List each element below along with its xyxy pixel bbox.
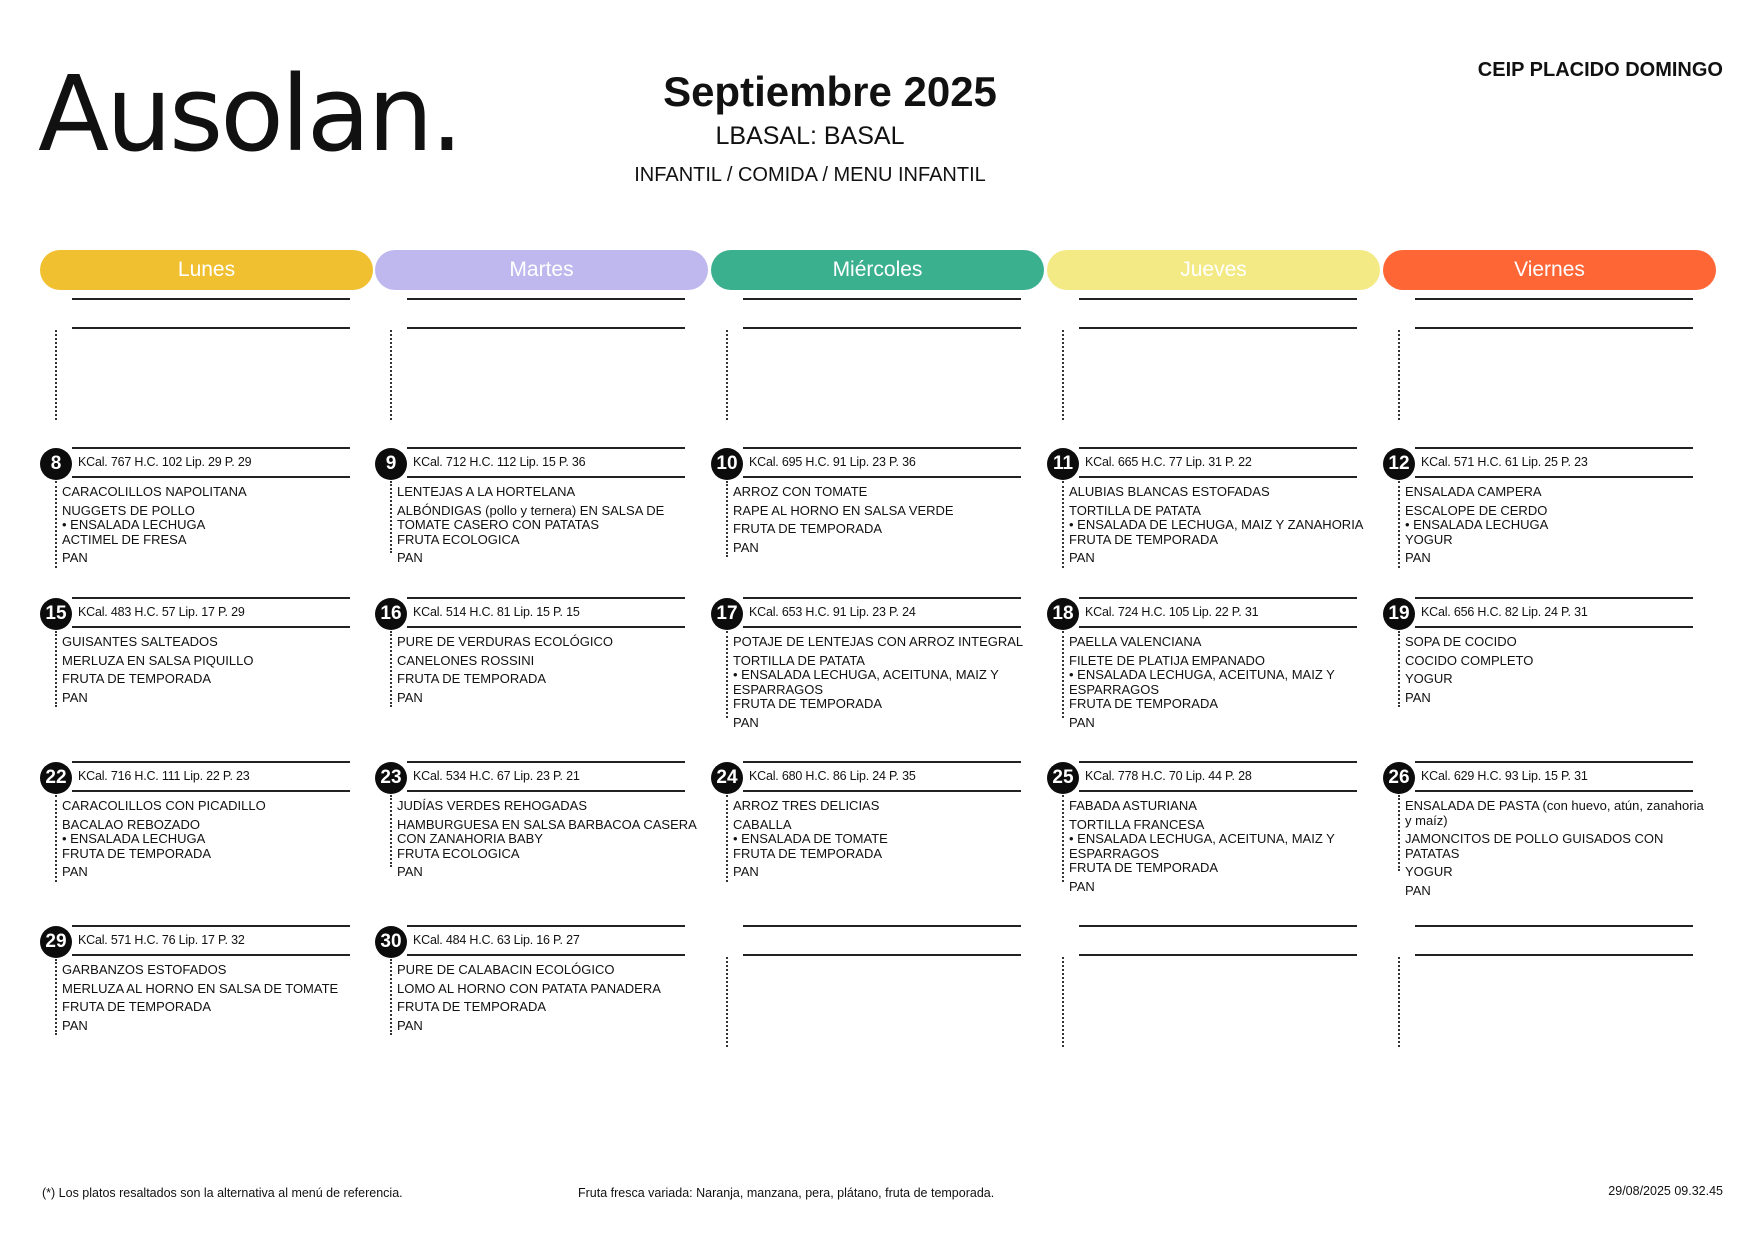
cell-top-rule bbox=[407, 761, 685, 763]
cell-top-rule bbox=[743, 925, 1021, 927]
dish-item: ARROZ TRES DELICIAS bbox=[733, 798, 880, 813]
day-number-badge: 30 bbox=[375, 926, 407, 958]
dish-item: PAN bbox=[62, 689, 88, 705]
dish-item: PAN bbox=[1069, 550, 1095, 565]
cell-dotted-rule bbox=[1062, 481, 1064, 568]
dish-item: PAN bbox=[1405, 882, 1431, 898]
dish-item: MERLUZA EN SALSA PIQUILLO bbox=[62, 652, 254, 668]
nutrition-info: KCal. 767 H.C. 102 Lip. 29 P. 29 bbox=[78, 455, 252, 469]
dish-list bbox=[397, 635, 703, 709]
dish-item: FRUTA DE TEMPORADA bbox=[397, 671, 547, 686]
cell-dotted-rule bbox=[390, 959, 392, 1035]
dish-item: CANELONES ROSSINI bbox=[397, 652, 535, 668]
dish-item: LENTEJAS A LA HORTELANA bbox=[397, 484, 576, 499]
nutrition-info: KCal. 778 H.C. 70 Lip. 44 P. 28 bbox=[1085, 769, 1252, 783]
cell-top-rule bbox=[1079, 447, 1357, 449]
day-header-2: Miércoles bbox=[711, 250, 1044, 290]
dish-item: PAN bbox=[397, 550, 423, 565]
dish-item: PAN bbox=[1069, 878, 1095, 894]
dish-item: CARACOLILLOS CON PICADILLO bbox=[62, 798, 266, 813]
day-number-badge: 19 bbox=[1383, 598, 1415, 630]
cell-top-rule bbox=[72, 597, 350, 599]
dish-item: JUDÍAS VERDES REHOGADAS bbox=[397, 798, 587, 813]
dish-item: MERLUZA AL HORNO EN SALSA DE TOMATE bbox=[62, 980, 339, 996]
dish-item: PAN bbox=[62, 550, 88, 565]
dish-item: RAPE AL HORNO EN SALSA VERDE bbox=[733, 502, 954, 518]
cell-dotted-rule bbox=[726, 957, 728, 1047]
dish-item: PURE DE VERDURAS ECOLÓGICO bbox=[397, 634, 613, 649]
nutrition-info: KCal. 483 H.C. 57 Lip. 17 P. 29 bbox=[78, 605, 245, 619]
dish-item: PAN bbox=[1405, 550, 1431, 565]
cell-header-rule bbox=[743, 327, 1021, 329]
dish-list bbox=[1405, 485, 1711, 570]
cell-top-rule bbox=[72, 447, 350, 449]
day-number-badge: 22 bbox=[40, 762, 72, 794]
cell-header-rule bbox=[72, 626, 350, 628]
cell-top-rule bbox=[407, 925, 685, 927]
dish-item: PAN bbox=[397, 864, 423, 879]
dish-item: GUISANTES SALTEADOS bbox=[62, 634, 218, 649]
nutrition-info: KCal. 695 H.C. 91 Lip. 23 P. 36 bbox=[749, 455, 916, 469]
dish-item: FILETE DE PLATIJA EMPANADO • ENSALADA LECHUGA, ACEITUNA, MAIZ Y ESPARRAGOS FRUTA DE TEMPORADA bbox=[1069, 652, 1335, 711]
cell-top-rule bbox=[72, 761, 350, 763]
cell-dotted-rule bbox=[390, 481, 392, 553]
cell-header-rule bbox=[72, 954, 350, 956]
day-number-badge: 23 bbox=[375, 762, 407, 794]
cell-dotted-rule bbox=[55, 631, 57, 707]
cell-header-rule bbox=[743, 476, 1021, 478]
cell-dotted-rule bbox=[1062, 330, 1064, 420]
cell-header-rule bbox=[1415, 954, 1693, 956]
nutrition-info: KCal. 629 H.C. 93 Lip. 15 P. 31 bbox=[1421, 769, 1588, 783]
dish-item: FRUTA DE TEMPORADA bbox=[62, 671, 212, 686]
day-header-0: Lunes bbox=[40, 250, 373, 290]
day-header-3: Jueves bbox=[1047, 250, 1380, 290]
dish-item: PAN bbox=[1405, 689, 1431, 705]
dish-item: COCIDO COMPLETO bbox=[1405, 652, 1534, 668]
day-number-badge: 11 bbox=[1047, 448, 1079, 480]
cell-header-rule bbox=[1415, 626, 1693, 628]
nutrition-info: KCal. 680 H.C. 86 Lip. 24 P. 35 bbox=[749, 769, 916, 783]
dish-list bbox=[733, 799, 1039, 884]
cell-dotted-rule bbox=[1398, 957, 1400, 1047]
nutrition-info: KCal. 514 H.C. 81 Lip. 15 P. 15 bbox=[413, 605, 580, 619]
footer-fruit-note: Fruta fresca variada: Naranja, manzana, pera, plátano, fruta de temporada. bbox=[578, 1186, 995, 1200]
cell-dotted-rule bbox=[726, 795, 728, 882]
dish-list bbox=[62, 799, 368, 884]
cell-header-rule bbox=[407, 476, 685, 478]
menu-type: INFANTIL / COMIDA / MENU INFANTIL bbox=[634, 164, 986, 186]
cell-top-rule bbox=[743, 447, 1021, 449]
dish-item: ALBÓNDIGAS (pollo y ternera) EN SALSA DE TOMATE CASERO CON PATATAS FRUTA ECOLOGICA bbox=[397, 502, 665, 547]
cell-top-rule bbox=[1079, 597, 1357, 599]
dish-item: PURE DE CALABACIN ECOLÓGICO bbox=[397, 962, 615, 977]
nutrition-info: KCal. 484 H.C. 63 Lip. 16 P. 27 bbox=[413, 933, 580, 947]
dish-list bbox=[733, 635, 1039, 734]
day-header-4: Viernes bbox=[1383, 250, 1716, 290]
dish-item: BACALAO REBOZADO • ENSALADA LECHUGA FRUTA DE TEMPORADA bbox=[62, 816, 212, 861]
cell-top-rule bbox=[1079, 925, 1357, 927]
cell-header-rule bbox=[72, 476, 350, 478]
cell-dotted-rule bbox=[1062, 957, 1064, 1047]
cell-header-rule bbox=[1079, 954, 1357, 956]
dish-item: LOMO AL HORNO CON PATATA PANADERA bbox=[397, 980, 661, 996]
cell-top-rule bbox=[72, 298, 350, 300]
dish-list bbox=[62, 963, 368, 1037]
dish-list bbox=[733, 485, 1039, 559]
cell-dotted-rule bbox=[55, 795, 57, 882]
cell-top-rule bbox=[1415, 447, 1693, 449]
cell-top-rule bbox=[743, 761, 1021, 763]
cell-header-rule bbox=[1079, 790, 1357, 792]
dish-list bbox=[1069, 799, 1375, 898]
day-number-badge: 25 bbox=[1047, 762, 1079, 794]
dish-item: ALUBIAS BLANCAS ESTOFADAS bbox=[1069, 484, 1270, 499]
dish-item: YOGUR bbox=[1405, 864, 1453, 879]
day-number-badge: 29 bbox=[40, 926, 72, 958]
cell-header-rule bbox=[407, 954, 685, 956]
cell-header-rule bbox=[1079, 626, 1357, 628]
dish-item: CABALLA • ENSALADA DE TOMATE FRUTA DE TEMPORADA bbox=[733, 816, 888, 861]
cell-header-rule bbox=[407, 626, 685, 628]
dish-item: PAN bbox=[62, 864, 88, 879]
cell-dotted-rule bbox=[390, 795, 392, 867]
cell-header-rule bbox=[1079, 476, 1357, 478]
dish-list bbox=[1069, 485, 1375, 570]
dish-item: PAN bbox=[733, 539, 759, 555]
nutrition-info: KCal. 571 H.C. 76 Lip. 17 P. 32 bbox=[78, 933, 245, 947]
cell-dotted-rule bbox=[55, 481, 57, 568]
dish-item: GARBANZOS ESTOFADOS bbox=[62, 962, 227, 977]
cell-top-rule bbox=[743, 597, 1021, 599]
school-name: CEIP PLACIDO DOMINGO bbox=[1477, 59, 1723, 81]
day-number-badge: 17 bbox=[711, 598, 743, 630]
dish-item: TORTILLA DE PATATA • ENSALADA DE LECHUGA, MAIZ Y ZANAHORIA FRUTA DE TEMPORADA bbox=[1069, 502, 1364, 547]
day-number-badge: 18 bbox=[1047, 598, 1079, 630]
cell-dotted-rule bbox=[726, 330, 728, 420]
day-number-badge: 10 bbox=[711, 448, 743, 480]
dish-item: HAMBURGUESA EN SALSA BARBACOA CASERA CON ZANAHORIA BABY FRUTA ECOLOGICA bbox=[397, 816, 697, 861]
nutrition-info: KCal. 653 H.C. 91 Lip. 23 P. 24 bbox=[749, 605, 916, 619]
dish-item: PAN bbox=[397, 1017, 423, 1033]
dish-list bbox=[62, 485, 368, 570]
nutrition-info: KCal. 665 H.C. 77 Lip. 31 P. 22 bbox=[1085, 455, 1252, 469]
cell-top-rule bbox=[1079, 298, 1357, 300]
cell-dotted-rule bbox=[726, 481, 728, 557]
dish-list bbox=[397, 963, 703, 1037]
dish-item: FABADA ASTURIANA bbox=[1069, 798, 1197, 813]
cell-top-rule bbox=[1415, 925, 1693, 927]
dish-item: PAN bbox=[62, 1017, 88, 1033]
cell-top-rule bbox=[407, 597, 685, 599]
cell-dotted-rule bbox=[1398, 795, 1400, 871]
dish-item: PAN bbox=[733, 714, 759, 730]
dish-item: ARROZ CON TOMATE bbox=[733, 484, 868, 499]
cell-header-rule bbox=[1415, 790, 1693, 792]
dish-item: PAN bbox=[1069, 714, 1095, 730]
day-header-1: Martes bbox=[375, 250, 708, 290]
footer-timestamp: 29/08/2025 09.32.45 bbox=[1608, 1184, 1723, 1198]
nutrition-info: KCal. 712 H.C. 112 Lip. 15 P. 36 bbox=[413, 455, 586, 469]
dish-item: PAN bbox=[733, 864, 759, 879]
cell-dotted-rule bbox=[55, 330, 57, 420]
day-number-badge: 12 bbox=[1383, 448, 1415, 480]
dish-item: JAMONCITOS DE POLLO GUISADOS CON PATATAS bbox=[1405, 831, 1664, 861]
nutrition-info: KCal. 716 H.C. 111 Lip. 22 P. 23 bbox=[78, 769, 250, 783]
dish-item: POTAJE DE LENTEJAS CON ARROZ INTEGRAL bbox=[733, 634, 1024, 649]
cell-top-rule bbox=[407, 298, 685, 300]
cell-header-rule bbox=[743, 626, 1021, 628]
dish-item: PAELLA VALENCIANA bbox=[1069, 634, 1202, 649]
footer-note: (*) Los platos resaltados son la alternativa al menú de referencia. bbox=[42, 1186, 403, 1200]
dish-list bbox=[1069, 635, 1375, 734]
dish-item: FRUTA DE TEMPORADA bbox=[62, 999, 212, 1014]
day-number-badge: 24 bbox=[711, 762, 743, 794]
cell-header-rule bbox=[1415, 476, 1693, 478]
ausolan-logo: Ausolan. bbox=[38, 53, 461, 175]
cell-top-rule bbox=[1079, 761, 1357, 763]
dish-item: ENSALADA CAMPERA bbox=[1405, 484, 1542, 499]
nutrition-info: KCal. 534 H.C. 67 Lip. 23 P. 21 bbox=[413, 769, 580, 783]
dish-item: TORTILLA DE PATATA • ENSALADA LECHUGA, ACEITUNA, MAIZ Y ESPARRAGOS FRUTA DE TEMPORADA bbox=[733, 652, 999, 711]
dish-item: PAN bbox=[397, 689, 423, 705]
cell-top-rule bbox=[1415, 298, 1693, 300]
dish-list bbox=[397, 799, 703, 884]
dish-item: NUGGETS DE POLLO • ENSALADA LECHUGA ACTIMEL DE FRESA bbox=[62, 502, 206, 547]
cell-dotted-rule bbox=[1398, 631, 1400, 707]
dish-list bbox=[62, 635, 368, 709]
cell-header-rule bbox=[743, 790, 1021, 792]
nutrition-info: KCal. 571 H.C. 61 Lip. 25 P. 23 bbox=[1421, 455, 1588, 469]
nutrition-info: KCal. 656 H.C. 82 Lip. 24 P. 31 bbox=[1421, 605, 1588, 619]
cell-dotted-rule bbox=[1398, 481, 1400, 568]
menu-code: LBASAL: BASAL bbox=[715, 122, 905, 150]
dish-item: FRUTA DE TEMPORADA bbox=[397, 999, 547, 1014]
day-number-badge: 8 bbox=[40, 448, 72, 480]
cell-header-rule bbox=[407, 790, 685, 792]
cell-dotted-rule bbox=[726, 631, 728, 718]
dish-item: FRUTA DE TEMPORADA bbox=[733, 521, 883, 536]
day-number-badge: 16 bbox=[375, 598, 407, 630]
cell-dotted-rule bbox=[1062, 795, 1064, 882]
day-number-badge: 15 bbox=[40, 598, 72, 630]
page-title: Septiembre 2025 bbox=[663, 68, 997, 115]
day-number-badge: 9 bbox=[375, 448, 407, 480]
cell-top-rule bbox=[72, 925, 350, 927]
cell-header-rule bbox=[407, 327, 685, 329]
dish-list bbox=[1405, 635, 1711, 709]
cell-header-rule bbox=[72, 327, 350, 329]
cell-header-rule bbox=[1079, 327, 1357, 329]
dish-item: ENSALADA DE PASTA (con huevo, atún, zanahoria y maíz) bbox=[1405, 798, 1704, 828]
dish-item: CARACOLILLOS NAPOLITANA bbox=[62, 484, 247, 499]
cell-top-rule bbox=[1415, 761, 1693, 763]
cell-header-rule bbox=[1415, 327, 1693, 329]
cell-top-rule bbox=[1415, 597, 1693, 599]
cell-header-rule bbox=[743, 954, 1021, 956]
day-number-badge: 26 bbox=[1383, 762, 1415, 794]
nutrition-info: KCal. 724 H.C. 105 Lip. 22 P. 31 bbox=[1085, 605, 1259, 619]
dish-item: YOGUR bbox=[1405, 671, 1453, 686]
cell-top-rule bbox=[743, 298, 1021, 300]
dish-item: TORTILLA FRANCESA • ENSALADA LECHUGA, ACEITUNA, MAIZ Y ESPARRAGOS FRUTA DE TEMPORADA bbox=[1069, 816, 1335, 875]
cell-dotted-rule bbox=[1398, 330, 1400, 420]
cell-dotted-rule bbox=[390, 330, 392, 420]
dish-list bbox=[1405, 799, 1711, 902]
cell-top-rule bbox=[407, 447, 685, 449]
cell-dotted-rule bbox=[1062, 631, 1064, 718]
dish-list bbox=[397, 485, 703, 570]
cell-dotted-rule bbox=[390, 631, 392, 707]
dish-item: SOPA DE COCIDO bbox=[1405, 634, 1517, 649]
dish-item: ESCALOPE DE CERDO • ENSALADA LECHUGA YOGUR bbox=[1405, 502, 1549, 547]
cell-dotted-rule bbox=[55, 959, 57, 1035]
cell-header-rule bbox=[72, 790, 350, 792]
